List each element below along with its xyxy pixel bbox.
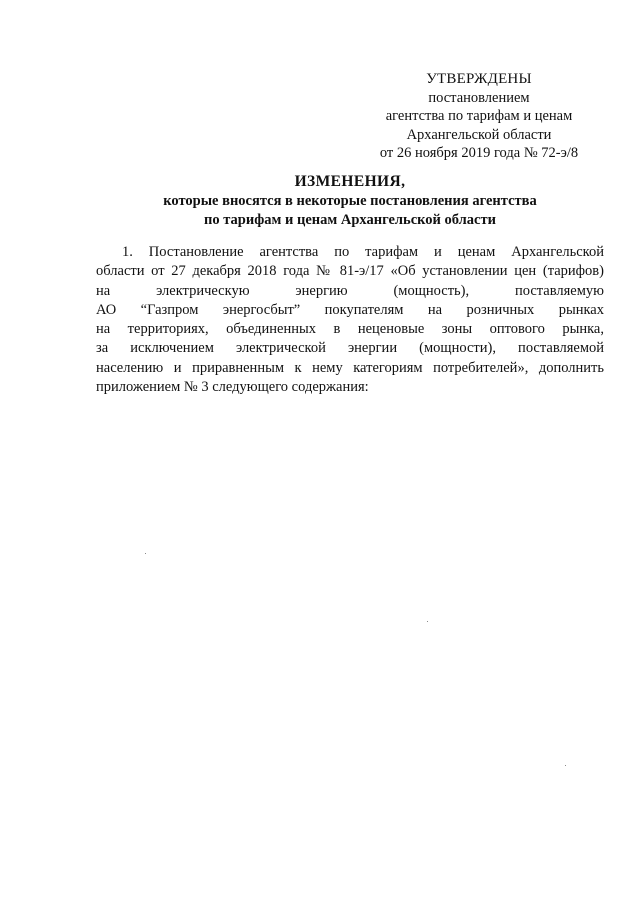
approval-title: УТВЕРЖДЕНЫ [426,71,532,87]
paragraph-line: АО “Газпром энергосбыт” покупателям на розничных рынках [96,301,604,318]
scan-speck [427,621,428,622]
document-heading [96,172,604,230]
approval-line: Архангельской области [406,126,552,143]
approval-line: постановлением [428,89,530,106]
scan-speck [145,553,146,554]
paragraph-line: населению и приравненным к нему категориям потребителей», дополнить [96,359,604,376]
scan-speck [565,765,566,766]
body-paragraph [96,243,604,397]
paragraph-line: приложением № 3 следующего содержания: [96,379,369,396]
heading-subtitle-line: которые вносятся в некоторые постановления агентства [163,193,537,209]
paragraph-line: области от 27 декабря 2018 года № 81-э/17 «Об установлении цен (тарифов) [96,263,604,280]
paragraph-line: на территориях, объединенных в неценовые зоны оптового рынка, [96,321,604,338]
paragraph-line: за исключением электрической энергии (мощности), поставляемой [96,340,604,357]
approval-date-line: от 26 ноября 2019 года № 72-э/8 [379,145,579,162]
paragraph-line: на электрическую энергию (мощность), поставляемую [96,282,604,299]
approval-line: агентства по тарифам и ценам [385,108,573,125]
heading-subtitle-line: по тарифам и ценам Архангельской области [204,212,496,228]
approval-block [350,70,608,163]
heading-title: ИЗМЕНЕНИЯ, [294,173,406,190]
paragraph-line: 1. Постановление агентства по тарифам и ценам Архангельской [122,244,604,260]
